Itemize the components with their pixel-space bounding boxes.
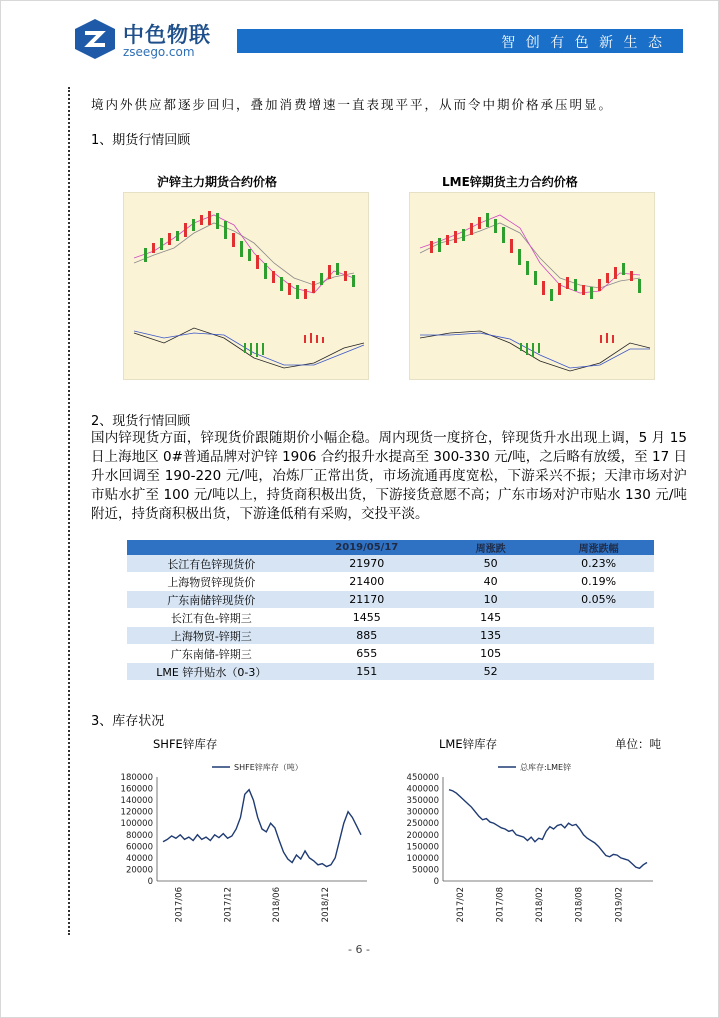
lme-inventory-title: LME锌库存 [439, 737, 498, 751]
shfe-inventory-title: SHFE锌库存 [153, 737, 218, 751]
table-cell: 52 [438, 663, 543, 681]
y-tick-label: 180000 [120, 773, 153, 783]
spot-price-table [127, 540, 654, 681]
shfe-futures-chart-title: 沪锌主力期货合约价格 [157, 175, 278, 189]
y-tick-label: 300000 [406, 807, 439, 818]
series-line [449, 790, 647, 869]
table-cell: 885 [296, 627, 438, 645]
table-row [127, 663, 654, 681]
y-tick-label: 100000 [120, 819, 153, 830]
table-cell: 上海物贸-锌期三 [127, 627, 296, 645]
table-cell [543, 627, 654, 645]
shfe-inventory-chart [113, 759, 373, 931]
spot-market-paragraph: 国内锌现货方面，锌现货价跟随期价小幅企稳。周内现货一度挤仓，锌现货升水出现上调，5 月 15 日上海地区 0#普通品牌对沪锌 1906 合约报升水提高至 300-330 元/吨，之后略有放缓，至 17 日升水回调至 190-220 元/吨，冶炼厂正常出货，市场流通再度宽松，下游采兴不振；天津市场对沪市贴水扩至 100 元/吨以上，持货商积极出货，下游接货意愿不高；广东市场对沪市贴水 130 元/吨附近，持货商积极出货，下游逢低稍有采购，交投平淡。 [91, 430, 687, 522]
lme-inventory-chart [399, 759, 659, 931]
section2-heading: 2、现货行情回顾 [91, 414, 191, 429]
table-header-cell: 周涨跌幅 [543, 540, 654, 555]
y-tick-label: 0 [147, 877, 153, 887]
table-cell: 0.19% [543, 573, 654, 591]
table-cell: 655 [296, 645, 438, 663]
table-cell: 上海物贸锌现货价 [127, 573, 296, 591]
table-row [127, 573, 654, 591]
y-tick-label: 40000 [125, 853, 153, 864]
table-cell [543, 663, 654, 681]
table-cell: 长江有色-锌期三 [127, 609, 296, 627]
x-tick-label: 2017/12 [223, 887, 234, 923]
page-number: - 6 - [348, 943, 370, 956]
table-row [127, 609, 654, 627]
table-row [127, 555, 654, 573]
x-tick-label: 2018/06 [272, 887, 283, 923]
logo-url: zseego.com [123, 45, 195, 59]
lme-futures-chart-title: LME锌期货主力合约价格 [442, 175, 578, 189]
company-logo-icon [71, 17, 119, 61]
table-cell: 21170 [296, 591, 438, 609]
table-header-cell [127, 540, 296, 555]
table-row [127, 591, 654, 609]
table-cell: 40 [438, 573, 543, 591]
x-tick-label: 2017/06 [174, 887, 185, 923]
table-cell: 151 [296, 663, 438, 681]
slogan-bar [237, 29, 683, 53]
table-cell: 105 [438, 645, 543, 663]
x-tick-label: 2018/12 [320, 887, 331, 923]
y-tick-label: 350000 [406, 796, 439, 807]
series-line [163, 790, 361, 867]
y-tick-label: 160000 [120, 784, 153, 795]
y-tick-label: 0 [433, 877, 439, 887]
section1-heading: 1、期货行情回顾 [91, 133, 191, 148]
slogan-text: 智 创 有 色 新 生 态 [501, 35, 665, 51]
table-cell: 0.23% [543, 555, 654, 573]
y-tick-label: 50000 [411, 865, 439, 876]
x-tick-label: 2018/02 [535, 887, 546, 923]
y-tick-label: 200000 [406, 830, 439, 841]
shfe-futures-chart-image [123, 192, 369, 380]
legend-label: 总库存:LME锌 [520, 763, 572, 772]
y-tick-label: 100000 [406, 853, 439, 864]
table-cell [543, 645, 654, 663]
x-tick-label: 2017/02 [455, 887, 466, 923]
y-tick-label: 120000 [120, 807, 153, 818]
table-row [127, 627, 654, 645]
table-cell: 0.05% [543, 591, 654, 609]
table-cell: 1455 [296, 609, 438, 627]
table-cell: 长江有色锌现货价 [127, 555, 296, 573]
table-row [127, 645, 654, 663]
y-tick-label: 60000 [125, 842, 153, 853]
table-cell: 50 [438, 555, 543, 573]
dotted-margin-line [68, 87, 70, 935]
y-tick-label: 140000 [120, 796, 153, 807]
table-header-cell: 周涨跌 [438, 540, 543, 555]
lme-futures-chart-image [409, 192, 655, 380]
intro-paragraph: 境内外供应都逐步回归，叠加消费增速一直表现平平，从而令中期价格承压明显。 [91, 97, 614, 112]
y-tick-label: 450000 [406, 773, 439, 783]
x-tick-label: 2018/08 [574, 887, 585, 923]
table-header-row [127, 540, 654, 555]
table-cell: 21400 [296, 573, 438, 591]
y-tick-label: 80000 [125, 830, 153, 841]
table-cell: 10 [438, 591, 543, 609]
y-tick-label: 400000 [406, 784, 439, 795]
table-cell: LME 锌升贴水（0-3） [127, 663, 296, 681]
table-cell: 145 [438, 609, 543, 627]
x-tick-label: 2017/08 [495, 887, 506, 923]
y-tick-label: 250000 [406, 819, 439, 830]
legend-label: SHFE锌库存（吨） [234, 763, 303, 772]
x-tick-label: 2019/02 [614, 887, 625, 923]
inventory-unit-label: 单位：吨 [615, 737, 661, 751]
table-header-cell: 2019/05/17 [296, 540, 438, 555]
table-cell: 广东南储锌现货价 [127, 591, 296, 609]
table-cell: 21970 [296, 555, 438, 573]
table-cell: 135 [438, 627, 543, 645]
table-cell [543, 609, 654, 627]
logo-name: 中色物联 [123, 23, 211, 47]
section3-heading: 3、库存状况 [91, 714, 165, 729]
y-tick-label: 20000 [125, 865, 153, 876]
table-cell: 广东南储-锌期三 [127, 645, 296, 663]
y-tick-label: 150000 [406, 842, 439, 853]
